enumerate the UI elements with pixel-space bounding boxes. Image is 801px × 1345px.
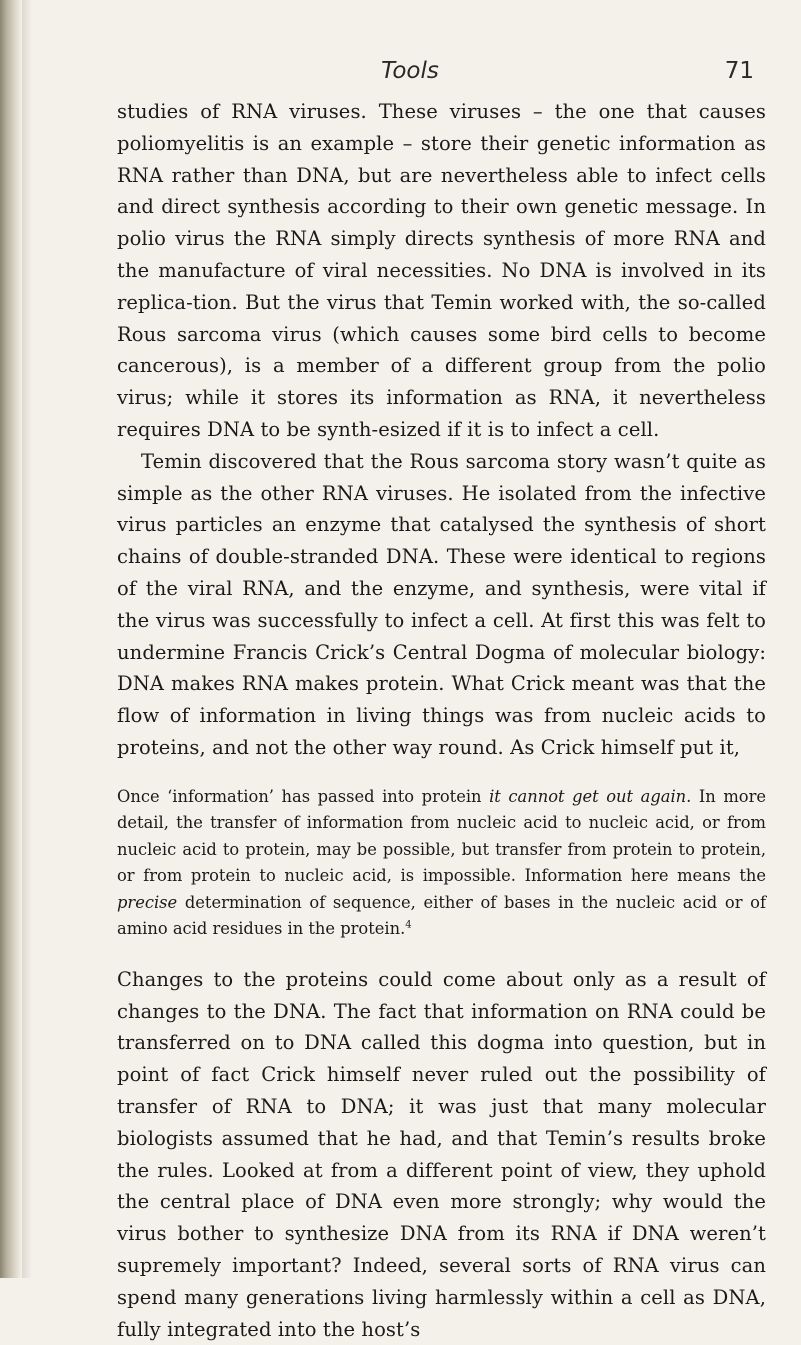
page-number: 71	[724, 58, 754, 84]
block-quote	[117, 784, 766, 943]
quote-text-3: determination of sequence, either of bases in the nucleic acid or of amino acid residues in the protein.	[117, 892, 766, 939]
quote-emphasis-1: it cannot get out again	[489, 786, 687, 806]
body-text	[117, 96, 766, 1345]
quote-emphasis-2: precise	[117, 892, 178, 912]
quote-text-1: Once ‘information’ has passed into protein	[117, 786, 490, 806]
running-head	[0, 58, 801, 92]
book-spine-edge	[0, 0, 22, 1278]
paragraph-1: studies of RNA viruses. These viruses – the one that causes poliomyelitis is an example – store their genetic information as RNA rather than DNA, but are nevertheless able to infect cells and direct synthesis according to their own genetic message. In polio virus the RNA simply directs synthesis of more RNA and the manufacture of viral necessities. No DNA is involved in its replica-tion. But the virus that Temin worked with, the so-called Rous sarcoma virus (which causes some bird cells to become cancerous), is a member of a different group from the polio virus; while it stores its information as RNA, it nevertheless requires DNA to be synth-esized if it is to infect a cell.	[117, 100, 766, 441]
paragraph-2: Temin discovered that the Rous sarcoma story wasn’t quite as simple as the other RNA viruses. He isolated from the infective virus particles an enzyme that catalysed the synthesis of short chains of double-stranded DNA. These were identical to regions of the viral RNA, and the enzyme, and synthesis, were vital if the virus was successfully to infect a cell. At first this was felt to undermine Francis Crick’s Central Dogma of molecular biology: DNA makes RNA makes protein. What Crick meant was that the flow of information in living things was from nucleic acids to proteins, and not the other way round. As Crick himself put it,	[117, 449, 766, 759]
running-title: Tools	[381, 58, 439, 84]
paragraph-3: Changes to the proteins could come about only as a result of changes to the DNA. The fact that information on RNA could be transferred on to DNA called this dogma into question, but in point of fact Crick himself never ruled out the possibility of transfer of RNA to DNA; it was just that many molecular biologists assumed that he had, and that Temin’s results broke the rules. Looked at from a different point of view, they uphold the central place of DNA even more strongly; why would the virus bother to synthesize DNA from its RNA if DNA weren’t supremely important? Indeed, several sorts of RNA virus can spend many generations living harmlessly within a cell as DNA, fully integrated into the host’s	[117, 967, 766, 1341]
gutter-shadow	[22, 0, 32, 1278]
footnote-reference: 4	[405, 919, 412, 931]
quote-text-2: . In more detail, the transfer of information from nucleic acid to nucleic acid, or from nucleic acid to protein, may be possible, but transfer from protein to protein, or from protein to nucleic acid, is impossible. Information here means the	[117, 786, 767, 886]
